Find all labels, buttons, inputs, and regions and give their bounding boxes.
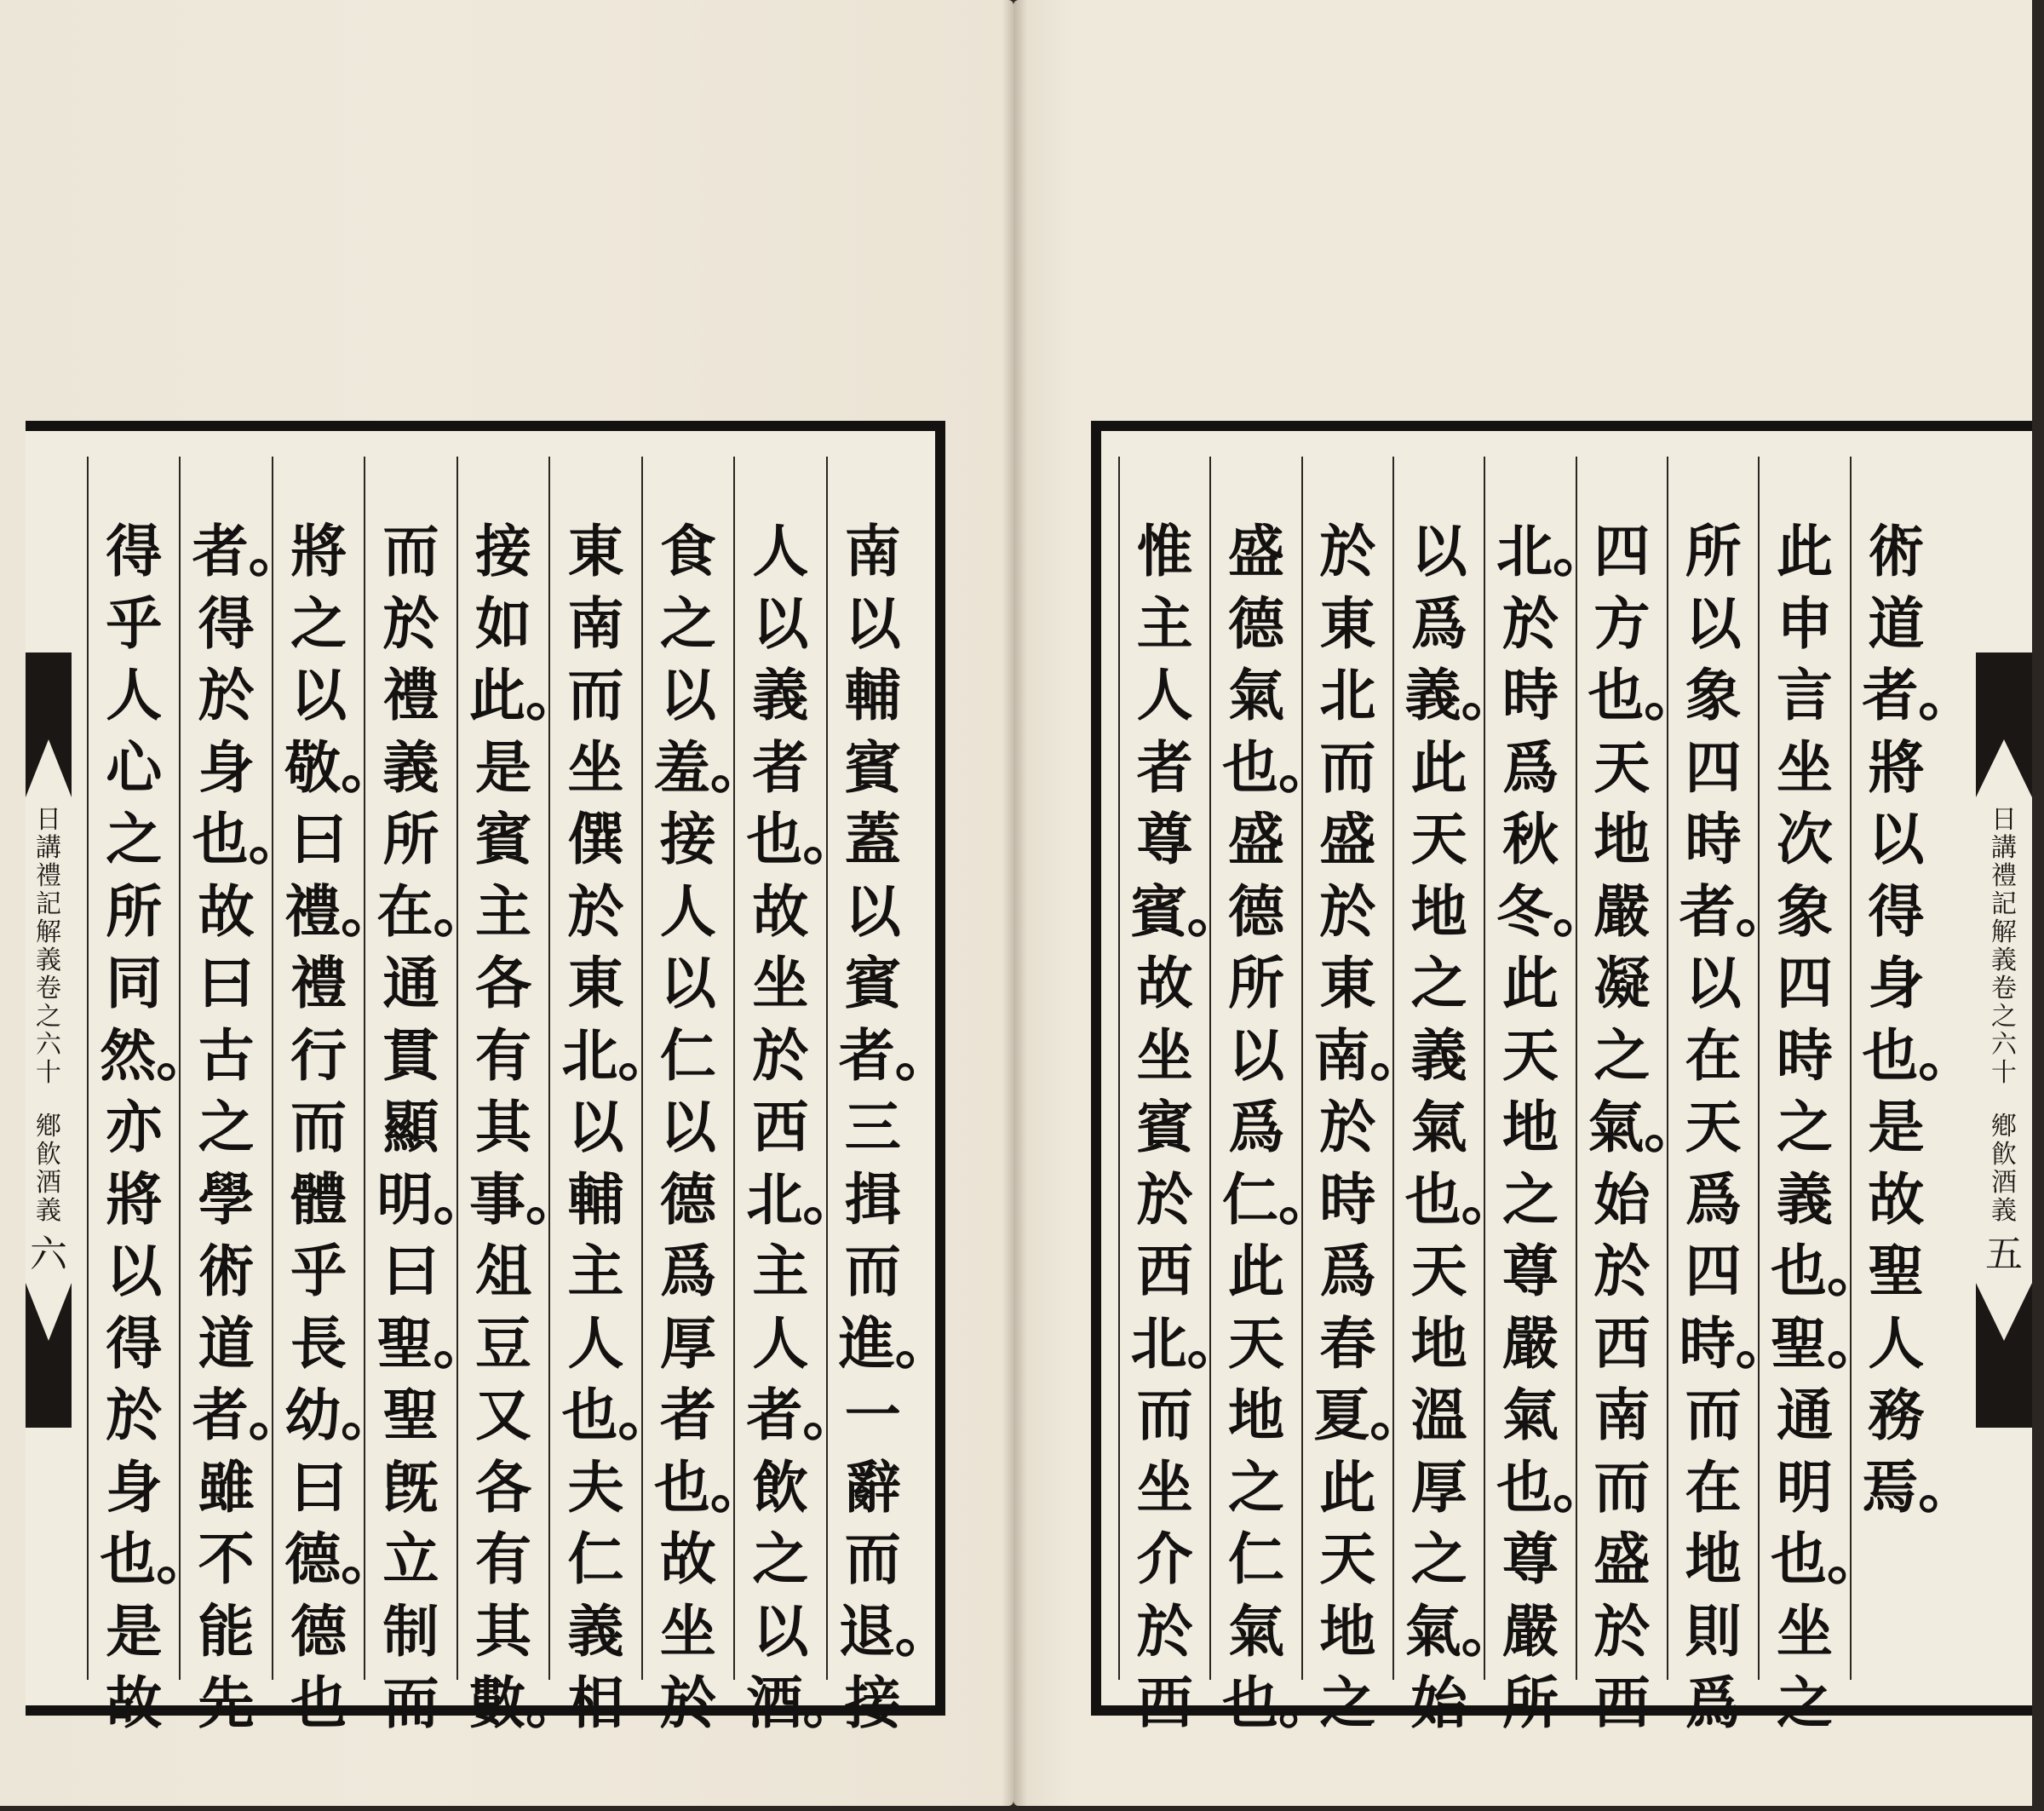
right-page-column [1118, 457, 1243, 1736]
right-page-column [1850, 457, 1975, 1680]
left-fold-title: 日講禮記解義卷之六十 [36, 805, 61, 1088]
column-text: 人以義者也。故坐於西北。主人者。飲之以酒。 [746, 519, 859, 1736]
left-page-column [456, 457, 582, 1736]
right-page-column [1301, 457, 1427, 1736]
column-text: 此申言坐次象四時之義也。聖。通明也。坐之 [1770, 519, 1883, 1736]
column-text: 南以輔賓蓋以賓者。三揖而進。一辭而退。接 [838, 519, 951, 1736]
page-edge [2032, 0, 2044, 1811]
left-page-column [826, 457, 951, 1736]
left-fishtail-ornament-bottom [26, 1283, 72, 1428]
right-page-column [1667, 457, 1792, 1736]
column-text: 東南而坐僎於東北。以輔主人也。夫仁義相 [561, 519, 675, 1736]
column-text: 於東北而盛於東南。於時爲春夏。此天地之 [1313, 519, 1427, 1736]
column-text: 以爲義。此天地之義氣也。天地溫厚之氣。始 [1404, 519, 1518, 1736]
left-fold-margin [26, 421, 72, 1716]
right-fishtail-ornament [1976, 653, 2032, 797]
right-columns [1118, 457, 1984, 1736]
column-text: 食之以羞。接人以仁以德爲厚者也。故坐於 [653, 519, 766, 1736]
right-text-frame [1091, 421, 2011, 1736]
book-gutter [1002, 0, 1027, 1806]
right-fold-title: 日講禮記解義卷之六十 [1991, 805, 2017, 1088]
column-text: 而於禮義所在。通貫顯明。曰聖。聖旣立制而 [376, 519, 490, 1736]
column-text: 四方也。天地嚴凝之氣。始於西南而盛於西 [1588, 519, 1701, 1736]
left-page-column [548, 457, 675, 1736]
right-page-column [1484, 457, 1609, 1736]
left-page-column [87, 457, 213, 1736]
column-text: 得乎人心之所同然。亦將以得於身也。是故 [100, 519, 213, 1736]
right-fold-chapter: 鄕飮酒義 [1991, 1112, 2017, 1226]
column-text: 北。於時爲秋冬。此天地之尊嚴氣也。尊嚴所 [1496, 519, 1609, 1736]
left-fold-chapter: 鄕飮酒義 [36, 1112, 61, 1226]
left-page-column [272, 457, 398, 1736]
right-fold-margin [1976, 421, 2032, 1716]
left-page-column [364, 457, 490, 1736]
right-page-number: 五 [1985, 1233, 2023, 1276]
column-text: 術道者。將以得身也。是故聖人務焉。 [1862, 519, 1975, 1521]
right-fishtail-ornament-bottom [1976, 1283, 2032, 1428]
column-text: 者。得於身也。故曰古之學術道者。雖不能先 [192, 519, 305, 1736]
left-fishtail-ornament [26, 653, 72, 797]
column-text: 惟主人者尊賓。故坐賓於西北。而坐介於西 [1130, 519, 1243, 1736]
column-text: 將之以敬。曰禮。禮行而體乎長幼。曰德。德也 [284, 519, 398, 1736]
left-columns [53, 457, 951, 1736]
left-text-frame [26, 421, 951, 1736]
column-text: 所以象四時者。以在天爲四時。而在地則爲 [1679, 519, 1792, 1736]
column-text: 接如此。是賓主各有其事。俎豆又各有其數。 [468, 519, 582, 1736]
column-text: 盛德氣也。盛德所以爲仁。此天地之仁氣也。 [1221, 519, 1335, 1736]
right-page-column [1209, 457, 1335, 1736]
left-page-number: 六 [30, 1233, 67, 1276]
right-page-column [1758, 457, 1883, 1736]
